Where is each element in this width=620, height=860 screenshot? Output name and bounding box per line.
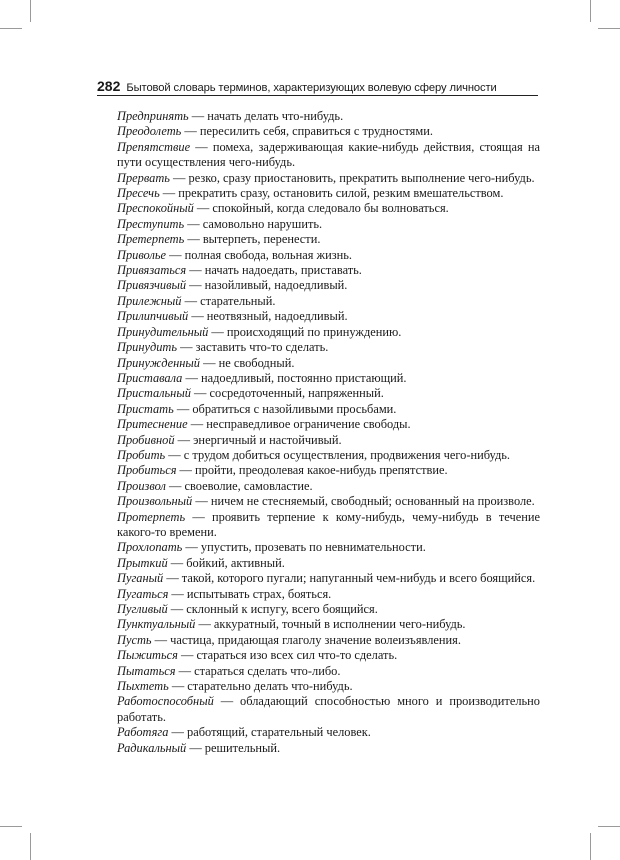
crop-mark-top-left-h: [0, 28, 22, 29]
dictionary-entry: [117, 664, 540, 679]
entry-definition: — не свободный.: [200, 355, 295, 370]
dictionary-entry: [117, 263, 540, 278]
entry-term: Прыткий: [117, 555, 168, 570]
entry-definition: — несправедливое ограничение свободы.: [187, 417, 411, 432]
entry-term: Принужденный: [117, 355, 201, 370]
entry-term: Протерпеть: [117, 509, 186, 524]
entry-term: Пробивной: [117, 432, 175, 447]
entry-term: Привязаться: [117, 263, 187, 278]
entry-term: Пробиться: [117, 463, 177, 478]
entry-definition: — помеха, задерживающая какие-нибудь действия, стоящая на пути осуществления чего-нибудь.: [117, 139, 540, 170]
dictionary-entry: [117, 648, 540, 663]
entry-term: Приволье: [117, 247, 166, 262]
entry-definition: — старательный.: [181, 293, 276, 308]
entry-definition: — старательно делать что-нибудь.: [168, 679, 353, 694]
entry-term: Пугливый: [117, 602, 168, 616]
crop-mark-bottom-right: [590, 833, 591, 860]
entry-term: Пытаться: [117, 663, 176, 678]
entry-definition: — работящий, старательный человек.: [168, 725, 371, 740]
dictionary-entry: [117, 309, 540, 324]
entry-definition: — испытывать страх, бояться.: [168, 586, 332, 601]
dictionary-entry: [117, 494, 540, 509]
dictionary-entry: [117, 725, 540, 740]
crop-mark-top-left: [30, 0, 31, 22]
entry-term: Радикальный: [117, 740, 187, 755]
entry-term: Претерпеть: [117, 232, 185, 247]
dictionary-entry: [117, 124, 540, 139]
entry-definition: — резко, сразу приостановить, прекратить выполнение чего-нибудь.: [169, 170, 535, 185]
entry-definition: — неотвязный, надоедливый.: [188, 309, 348, 324]
entry-definition: — назойливый, надоедливый.: [186, 278, 348, 293]
dictionary-entry: [117, 617, 540, 632]
dictionary-entry: [117, 356, 540, 371]
entry-definition: — обладающий способностью много и производительно работать.: [117, 694, 540, 724]
entry-definition: — с трудом добиться осуществления, продвижения чего-нибудь.: [165, 447, 511, 462]
dictionary-entry: [117, 556, 540, 571]
page-number: 282: [97, 78, 121, 94]
dictionary-entry: [117, 186, 540, 201]
entry-term: Привязчивый: [117, 278, 187, 293]
entry-definition: — такой, которого пугали; напуганный чем-нибудь и всего боящийся.: [163, 571, 536, 586]
dictionary-entry: [117, 571, 540, 586]
entry-definition: — обратиться с назойливыми просьбами.: [173, 401, 397, 416]
dictionary-entry: [117, 294, 540, 309]
dictionary-entry: [117, 340, 540, 355]
dictionary-entry: [117, 741, 540, 756]
dictionary-entry: [117, 540, 540, 555]
dictionary-entry: [117, 479, 540, 494]
entry-term: Прилипчивый: [117, 309, 189, 324]
dictionary-entry: [117, 371, 540, 386]
entry-definition: — проявить терпение к кому-нибудь, чему-нибудь в течение какого-то времени.: [117, 509, 540, 539]
dictionary-entry: [117, 109, 540, 124]
dictionary-entries: [117, 109, 540, 756]
entry-definition: — самовольно нарушить.: [184, 216, 323, 231]
entry-term: Работоспособный: [117, 694, 214, 709]
entry-term: Работяга: [117, 725, 169, 740]
crop-mark-top-right: [590, 0, 591, 22]
entry-definition: — пересилить себя, справиться с трудностями.: [181, 124, 433, 139]
entry-definition: — ничем не стесняемый, свободный; основанный на произволе.: [192, 494, 535, 509]
running-title: Бытовой словарь терминов, характеризующих волевую сферу личности: [126, 82, 497, 94]
running-header: [97, 78, 538, 96]
entry-term: Пристать: [117, 401, 174, 416]
entry-term: Препятствие: [117, 139, 191, 154]
entry-term: Пуганый: [117, 571, 164, 586]
entry-term: Пробить: [117, 447, 166, 462]
crop-mark-bottom-left-h: [0, 826, 22, 827]
entry-term: Пыхтеть: [117, 679, 169, 694]
entry-definition: — начать делать что-нибудь.: [188, 109, 344, 123]
dictionary-entry: [117, 402, 540, 417]
entry-term: Пусть: [117, 632, 152, 647]
entry-term: Преспокойный: [117, 201, 194, 216]
dictionary-entry: [117, 463, 540, 478]
entry-definition: — полная свобода, вольная жизнь.: [165, 247, 352, 262]
dictionary-entry: [117, 587, 540, 602]
entry-term: Притеснение: [117, 417, 188, 432]
entry-definition: — сосредоточенный, напряженный.: [190, 386, 384, 401]
entry-definition: — вытерпеть, перенести.: [184, 232, 321, 247]
entry-term: Преступить: [117, 216, 185, 231]
entry-term: Приставала: [117, 370, 183, 385]
entry-term: Предпринять: [117, 109, 189, 123]
dictionary-entry: [117, 633, 540, 648]
dictionary-entry: [117, 248, 540, 263]
dictionary-entry: [117, 510, 540, 541]
entry-definition: — аккуратный, точный в исполнении чего-нибудь.: [195, 617, 466, 632]
entry-definition: — происходящий по принуждению.: [208, 324, 402, 339]
dictionary-entry: [117, 602, 540, 617]
entry-term: Прилежный: [117, 293, 182, 308]
dictionary-entry: [117, 201, 540, 216]
dictionary-entry: [117, 386, 540, 401]
entry-term: Преодолеть: [117, 124, 182, 139]
entry-term: Принудительный: [117, 324, 209, 339]
entry-term: Пунктуальный: [117, 617, 196, 632]
entry-term: Произвольный: [117, 494, 193, 509]
entry-term: Прервать: [117, 170, 170, 185]
entry-definition: — спокойный, когда следовало бы волноваться.: [193, 201, 449, 216]
entry-definition: — энергичный и настойчивый.: [174, 432, 342, 447]
dictionary-entry: [117, 325, 540, 340]
dictionary-entry: [117, 417, 540, 432]
entry-definition: — бойкий, активный.: [167, 555, 285, 570]
entry-definition: — надоедливый, постоянно пристающий.: [182, 370, 407, 385]
entry-term: Пугаться: [117, 586, 169, 601]
entry-term: Пресечь: [117, 186, 160, 201]
entry-definition: — решительный.: [186, 740, 281, 755]
dictionary-entry: [117, 448, 540, 463]
entry-definition: — заставить что-то сделать.: [177, 340, 329, 355]
entry-term: Принудить: [117, 340, 177, 355]
entry-definition: — своеволие, самовластие.: [165, 478, 313, 493]
entry-definition: — упустить, прозевать по невнимательности.: [182, 540, 426, 555]
crop-mark-bottom-left: [30, 833, 31, 860]
dictionary-entry: [117, 278, 540, 293]
dictionary-entry: [117, 140, 540, 171]
entry-definition: — склонный к испугу, всего боящийся.: [167, 602, 378, 616]
dictionary-entry: [117, 232, 540, 247]
entry-term: Прохлопать: [117, 540, 183, 555]
entry-definition: — стараться изо всех сил что-то сделать.: [177, 648, 398, 663]
dictionary-entry: [117, 679, 540, 694]
entry-definition: — прекратить сразу, остановить силой, резким вмешательством.: [159, 186, 504, 201]
entry-definition: — частица, придающая глаголу значение волеизъявления.: [151, 632, 461, 647]
entry-term: Пристальный: [117, 386, 191, 401]
crop-mark-bottom-right-h: [598, 826, 620, 827]
entry-term: Произвол: [117, 478, 166, 493]
entry-term: Пыжиться: [117, 648, 178, 663]
entry-definition: — начать надоедать, приставать.: [186, 263, 362, 278]
entry-definition: — стараться сделать что-либо.: [175, 663, 341, 678]
dictionary-entry: [117, 433, 540, 448]
entry-definition: — пройти, преодолевая какое-нибудь препятствие.: [176, 463, 448, 478]
dictionary-entry: [117, 694, 540, 725]
dictionary-entry: [117, 217, 540, 232]
dictionary-entry: [117, 171, 540, 186]
crop-mark-top-right-h: [598, 28, 620, 29]
